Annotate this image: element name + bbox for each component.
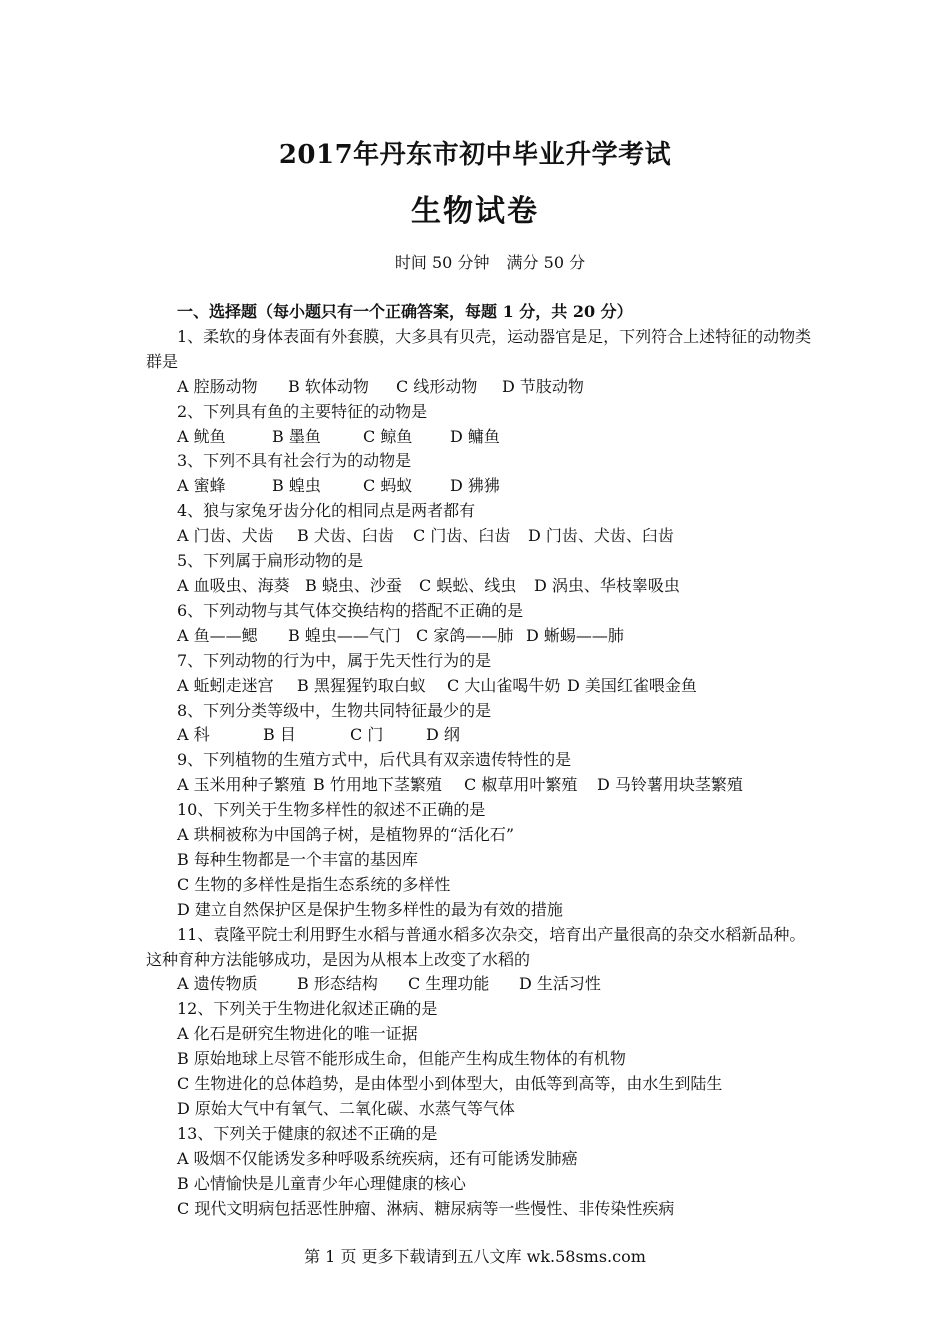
option: C 生理功能 <box>408 974 490 994</box>
option: C 门齿、臼齿 <box>413 526 511 546</box>
option: D 鳙鱼 <box>450 426 500 446</box>
option: A 鱿鱼 <box>177 426 226 446</box>
option: B 竹用地下茎繁殖 <box>313 775 442 795</box>
options-1 <box>146 375 816 400</box>
option: D 纲 <box>426 725 460 745</box>
option: A 腔肠动物 <box>177 376 258 396</box>
question-10: 10、下列关于生物多样性的叙述不正确的是 <box>177 800 486 820</box>
options-3 <box>146 474 816 499</box>
options-2 <box>146 425 816 450</box>
exam-time: 时间 50 分钟 <box>394 253 490 272</box>
option: B 心情愉快是儿童青少年心理健康的核心 <box>177 1173 466 1193</box>
question-4: 4、狼与家兔牙齿分化的相同点是两者都有 <box>177 501 476 521</box>
section-heading: 一、选择题（每小题只有一个正确答案，每题 1 分，共 20 分） <box>177 302 633 321</box>
options-9 <box>146 773 816 798</box>
option: C 生物的多样性是指生态系统的多样性 <box>177 874 451 894</box>
option: D 涡虫、华枝睾吸虫 <box>534 575 680 595</box>
option: A 血吸虫、海葵 <box>177 575 290 595</box>
option: D 原始大气中有氧气、二氧化碳、水蒸气等气体 <box>177 1099 515 1118</box>
option: A 门齿、犬齿 <box>177 526 274 546</box>
question-12: 12、下列关于生物进化叙述正确的是 <box>177 999 438 1019</box>
question-7: 7、下列动物的行为中，属于先天性行为的是 <box>177 650 492 670</box>
options-7 <box>146 674 816 699</box>
exam-title: 2017年丹东市初中毕业升学考试 <box>278 140 672 170</box>
option: C 现代文明病包括恶性肿瘤、淋病、糖尿病等一些慢性、非传染性疾病 <box>177 1198 675 1218</box>
option: B 目 <box>263 725 296 745</box>
option: C 生物进化的总体趋势，是由体型小到体型大，由低等到高等，由水生到陆生 <box>177 1074 723 1094</box>
option: D 蜥蜴——肺 <box>526 625 624 645</box>
option: C 大山雀喝牛奶 <box>447 675 561 695</box>
options-11 <box>146 972 816 997</box>
option: D 狒狒 <box>450 476 500 496</box>
option: B 黑猩猩钓取白蚁 <box>297 675 426 695</box>
option: B 原始地球上尽管不能形成生命，但能产生构成生物体的有机物 <box>177 1049 626 1069</box>
option: B 每种生物都是一个丰富的基因库 <box>177 849 418 869</box>
question-11: 11、袁隆平院士利用野生水稻与普通水稻多次杂交，培育出产量很高的杂交水稻新品种。这种育种方法能够成功，是因为从根本上改变了水稻的 <box>146 924 806 969</box>
exam-score: 满分 50 分 <box>506 253 586 272</box>
options-6 <box>146 624 816 649</box>
option: B 蛲虫、沙蚕 <box>305 575 402 595</box>
question-3: 3、下列不具有社会行为的动物是 <box>177 451 412 471</box>
option: C 蚂蚁 <box>363 476 413 496</box>
option: D 节肢动物 <box>502 376 584 396</box>
option: C 线形动物 <box>396 376 478 396</box>
option: B 蝗虫 <box>272 476 321 496</box>
options-8 <box>146 723 816 748</box>
option: D 美国红雀喂金鱼 <box>567 675 697 695</box>
question-9: 9、下列植物的生殖方式中，后代具有双亲遗传特性的是 <box>177 750 572 770</box>
option: A 遗传物质 <box>177 974 258 994</box>
question-6: 6、下列动物与其气体交换结构的搭配不正确的是 <box>177 600 524 620</box>
question-13: 13、下列关于健康的叙述不正确的是 <box>177 1123 438 1143</box>
page-footer: 第 1 页 更多下载请到五八文库 wk.58sms.com <box>304 1247 646 1266</box>
option: A 玉米用种子繁殖 <box>177 775 306 795</box>
option: A 珙桐被称为中国鸽子树，是植物界的“活化石” <box>177 825 515 845</box>
option: C 蜈蚣、线虫 <box>419 575 517 595</box>
option: B 形态结构 <box>297 974 378 994</box>
option: C 鲸鱼 <box>363 426 413 446</box>
option: A 蚯蚓走迷宫 <box>177 675 274 695</box>
question-1: 1、柔软的身体表面有外套膜，大多具有贝壳，运动器官是足，下列符合上述特征的动物类群是 <box>146 326 812 371</box>
option: A 化石是研究生物进化的唯一证据 <box>177 1024 418 1044</box>
options-4 <box>146 524 816 549</box>
exam-subject: 生物试卷 <box>411 194 539 229</box>
option: A 科 <box>177 725 210 745</box>
question-5: 5、下列属于扁形动物的是 <box>177 551 364 571</box>
question-2: 2、下列具有鱼的主要特征的动物是 <box>177 401 428 421</box>
option: A 鱼——鳃 <box>177 625 258 645</box>
option: C 椒草用叶繁殖 <box>464 775 578 795</box>
option: B 蝗虫——气门 <box>288 625 401 645</box>
option: D 建立自然保护区是保护生物多样性的最为有效的措施 <box>177 899 563 919</box>
question-8: 8、下列分类等级中，生物共同特征最少的是 <box>177 700 492 720</box>
option: D 门齿、犬齿、臼齿 <box>528 526 674 546</box>
exam-info <box>0 250 950 273</box>
option: B 软体动物 <box>288 376 369 396</box>
exam-content <box>146 300 816 1222</box>
option: B 墨鱼 <box>272 426 321 446</box>
option: B 犬齿、臼齿 <box>297 526 394 546</box>
options-5 <box>146 574 816 599</box>
option: A 蜜蜂 <box>177 476 226 496</box>
option: D 生活习性 <box>519 974 601 994</box>
option: C 门 <box>350 725 384 745</box>
option: A 吸烟不仅能诱发多种呼吸系统疾病，还有可能诱发肺癌 <box>177 1148 578 1168</box>
option: D 马铃薯用块茎繁殖 <box>597 775 743 795</box>
option: C 家鸽——肺 <box>416 625 514 645</box>
